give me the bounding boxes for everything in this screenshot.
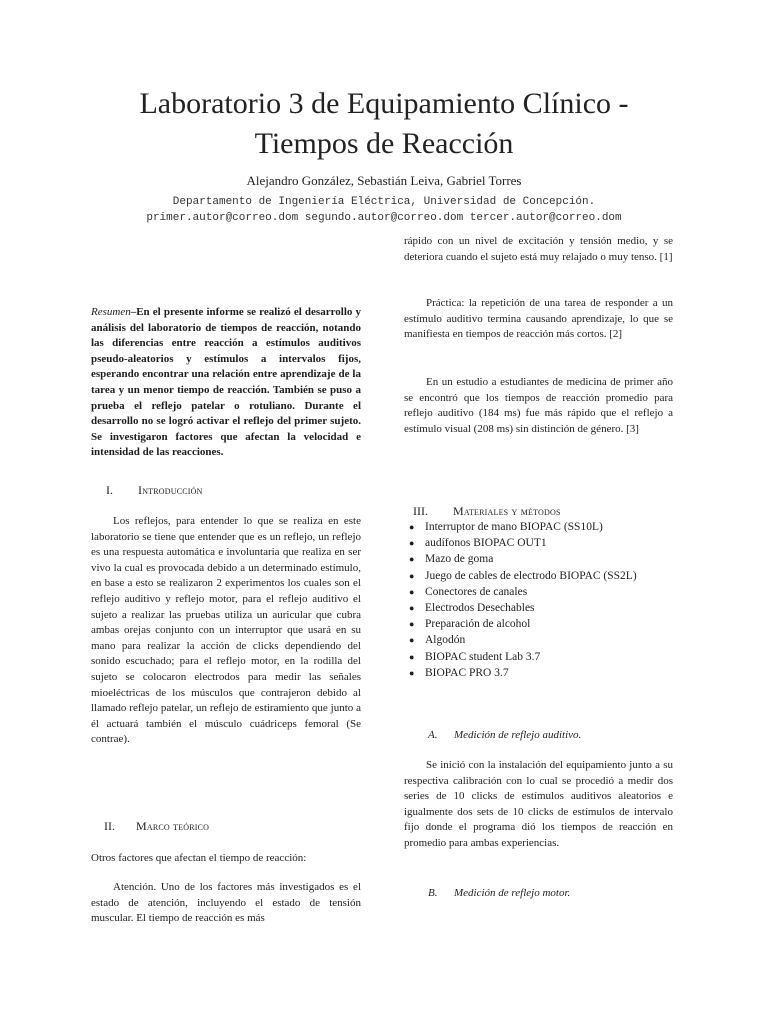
bullet-icon: ●	[409, 554, 415, 565]
bullet-icon: ●	[409, 635, 415, 646]
abstract-text: –En el presente informe se realizó el desarrollo y análisis del laboratorio de tiempos de reacción, notando las diferencias entre reacción a estímulos auditivos pseudo-aleatorios y estímulos a intervalos fijos, esperando encontrar una relación entre aprendizaje de la tarea y un menor tiempo de reacción. También se puso a prueba el reflejo patelar o rotuliano. Durante el desarrollo no se logró activar el reflejo del primer sujeto. Se investigaron factores que afectan la velocidad e intensidad de las reacciones.	[91, 306, 361, 459]
practica-paragraph: Práctica: la repetición de una tarea de responder a un estímulo auditivo termina causando aprendizaje, lo que se manifiesta en tiempos de reacción más cortos. [2]	[404, 297, 673, 341]
title-line-1: Laboratorio 3 de Equipamiento Clínico -	[139, 87, 629, 120]
materials-list	[409, 519, 637, 681]
subsection-number: B.	[428, 887, 438, 899]
section-number: I.	[106, 483, 113, 497]
paper-title	[60, 84, 708, 164]
list-item: ● Interruptor de mano BIOPAC (SS10L)	[409, 519, 637, 535]
subsection-heading-auditivo	[428, 728, 581, 743]
abstract-lead: Resumen	[91, 306, 131, 318]
list-item: ● Algodón	[409, 632, 637, 648]
abstract	[91, 305, 361, 461]
list-item: ● Preparación de alcohol	[409, 616, 637, 632]
bullet-icon: ●	[409, 667, 415, 678]
bullet-icon: ●	[409, 586, 415, 597]
section-heading-materiales	[413, 503, 561, 519]
section-number: II.	[104, 819, 115, 833]
subsection-title: Medición de reflejo motor.	[454, 887, 571, 899]
bullet-icon: ●	[409, 619, 415, 630]
section-title: Introducción	[138, 483, 203, 497]
atencion-paragraph: Atención. Uno de los factores más investigados es el estado de atención, incluyendo el estado de tensión muscular. El tiempo de reacción es más	[91, 881, 361, 925]
list-item: ● BIOPAC student Lab 3.7	[409, 649, 637, 665]
subsection-title: Medición de reflejo auditivo.	[454, 729, 582, 741]
section-title: Marco teórico	[136, 819, 210, 833]
list-item: ● Conectores de canales	[409, 584, 637, 600]
continuation-paragraph: rápido con un nivel de excitación y tensión medio, y se deteriora cuando el sujeto está muy relajado o muy tenso. [1]	[404, 235, 673, 263]
bullet-icon: ●	[409, 603, 415, 614]
auditivo-paragraph: Se inició con la instalación del equipamiento junto a su respectiva calibración con lo cual se procedió a medir dos series de 10 clicks de estímulos auditivos aleatorios e igualmente dos sets de 10 clicks de estímulos de intervalo fijo donde el programa dió los tiempos de reacción en promedio para ambas experiencias.	[404, 759, 673, 849]
list-item: ● BIOPAC PRO 3.7	[409, 665, 637, 681]
bullet-icon: ●	[409, 570, 415, 581]
subsection-number: A.	[428, 729, 438, 741]
marco-intro-paragraph: Otros factores que afectan el tiempo de reacción:	[91, 852, 307, 864]
bullet-icon: ●	[409, 651, 415, 662]
author-emails: primer.autor@correo.dom segundo.autor@correo.dom tercer.autor@correo.dom	[146, 212, 622, 224]
section-number: III.	[413, 504, 428, 518]
section-heading-marco-teorico	[104, 818, 209, 834]
department: Departamento de Ingeniería Eléctrica, Universidad de Concepción.	[172, 196, 596, 208]
list-item: ● Mazo de goma	[409, 551, 637, 567]
section-title: Materiales y métodos	[453, 504, 561, 518]
subsection-heading-motor	[428, 886, 570, 901]
section-heading-introduccion	[106, 482, 203, 498]
bullet-icon: ●	[409, 522, 415, 532]
list-item: ● Electrodos Desechables	[409, 600, 637, 616]
estudio-paragraph: En un estudio a estudiantes de medicina de primer año se encontró que los tiempos de reacción promedio para reflejo auditivo (184 ms) fue más rápido que el reflejo a estímulo visual (208 ms) sin distinción de género. [3]	[404, 376, 673, 435]
list-item: ● Juego de cables de electrodo BIOPAC (SS2L)	[409, 568, 637, 584]
bullet-icon: ●	[409, 538, 415, 549]
intro-paragraph: Los reflejos, para entender lo que se realiza en este laboratorio se tiene que entender que es un reflejo, un reflejo es una respuesta automática e involuntaria que realiza en ser vivo la cual es provocada debido a un determinado estímulo, en base a esto se realizaron 2 experimentos los cuales son el reflejo auditivo y reflejo motor, para el reflejo auditivo el sujeto a realizar las pruebas utiliza un auricular que cubra ambas orejas conjunto con un interruptor que usará en su mano para realizar la acción de clicks dependiendo del sonido escuchado; para el reflejo motor, en la rodilla del sujeto se colocaron electrodos para medir las señales mioeléctricas de los músculos que contrajeron debido al llamado reflejo patelar, un reflejo de estiramiento que junto a él actuará también el músculo cuádriceps femoral (Se contrae).	[91, 515, 361, 746]
authors: Alejandro González, Sebastián Leiva, Gabriel Torres	[246, 173, 522, 188]
affiliation	[40, 194, 728, 226]
title-line-2: Tiempos de Reacción	[254, 127, 514, 160]
list-item: ● audífonos BIOPAC OUT1	[409, 535, 637, 551]
